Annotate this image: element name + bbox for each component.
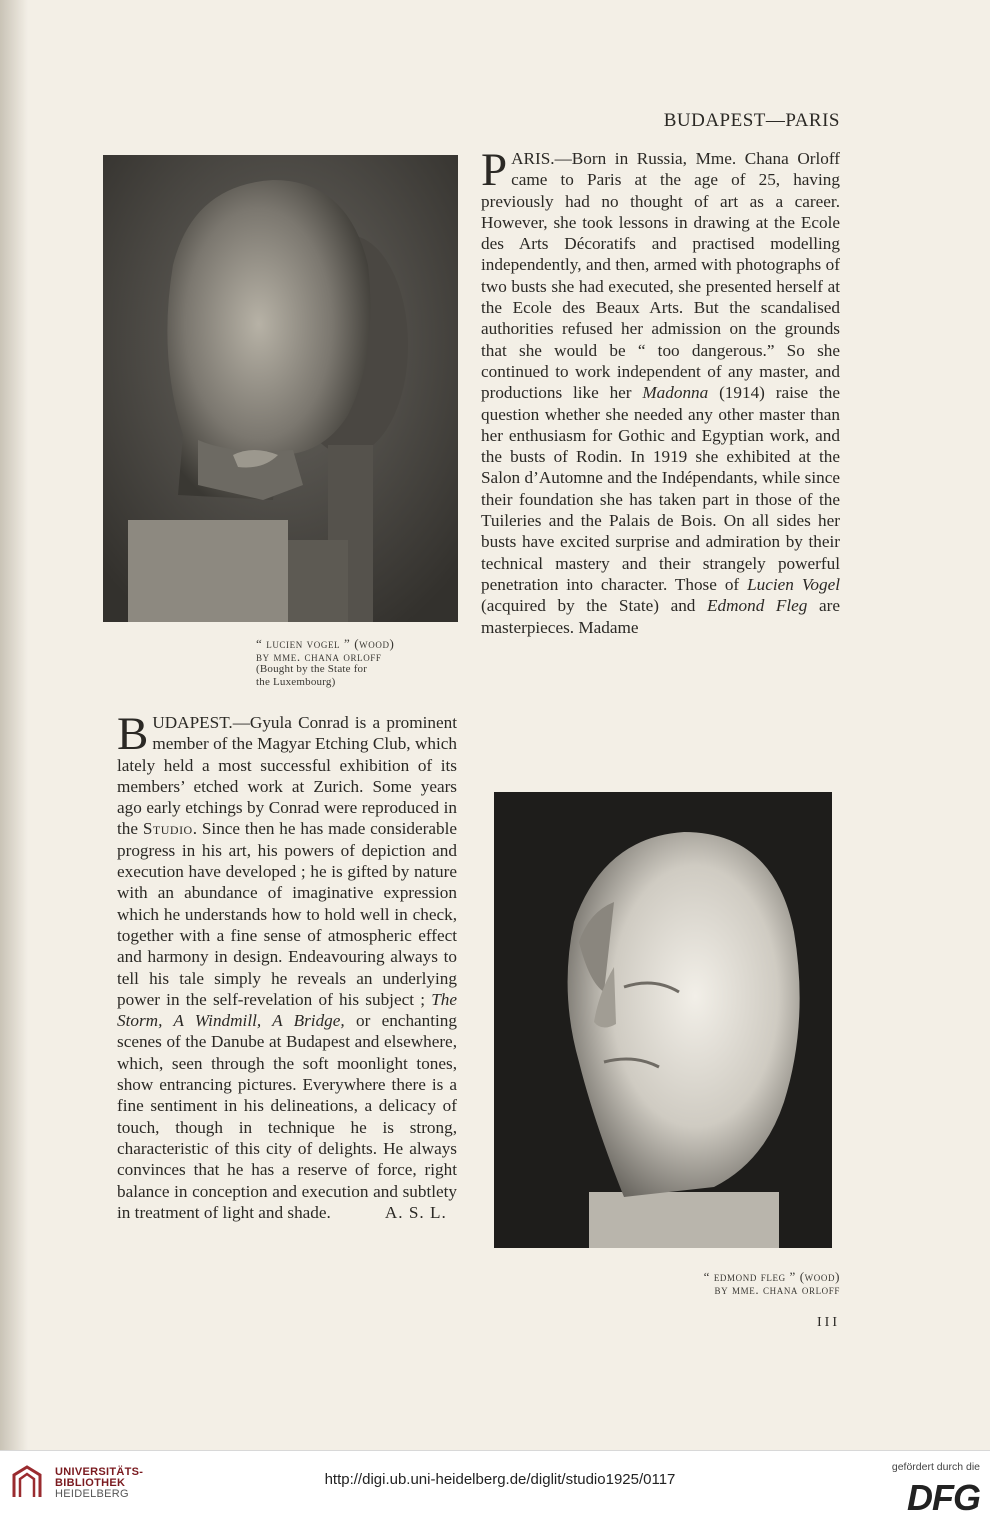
author-signature: A. S. L. bbox=[384, 1202, 447, 1222]
library-name-line-1: UNIVERSITÄTS- bbox=[55, 1466, 144, 1478]
page-number: III bbox=[817, 1315, 840, 1330]
lucien-vogel-bust-photo bbox=[103, 155, 458, 622]
edmond-fleg-bust-photo bbox=[494, 792, 832, 1248]
paris-article bbox=[481, 144, 840, 638]
vogel-caption-note-2: the Luxembourg) bbox=[256, 676, 336, 688]
fleg-caption-title: “ edmond fleg ” (wood) bbox=[703, 1269, 840, 1284]
library-name bbox=[55, 1467, 143, 1500]
paris-text-mid-2: (acquired by the State) and bbox=[481, 596, 708, 616]
library-name-line-2: BIBLIOTHEK bbox=[55, 1477, 126, 1489]
paris-dropcap: P bbox=[481, 144, 508, 196]
lucien-vogel-caption bbox=[256, 637, 466, 689]
paris-text-tail: are masterpieces. Madame bbox=[481, 596, 840, 637]
vogel-caption-title: “ lucien vogel ” (wood) bbox=[256, 636, 395, 651]
conrad-works-titles: The Storm, A Windmill, A Bridge, bbox=[117, 989, 457, 1031]
paris-text-mid-1: (1914) raise the question whether she needed any other master than her enthusiasm for Gothic and Egyptian work, and the busts of Rodin. In 1919 she exhibited at the Salon d’Automne and the Indépendants, while since their foundation she has taken part in those of the Tuileries and the Palais de Bois. On all sides her busts have excited surprise and admiration by their technical mastery and their strangely powerful penetration into character. Those of bbox=[481, 383, 840, 594]
library-name-line-3: HEIDELBERG bbox=[55, 1488, 129, 1500]
dfg-logo: DFG bbox=[907, 1477, 980, 1518]
budapest-article bbox=[117, 708, 458, 1223]
footer-bar bbox=[0, 1450, 990, 1524]
running-head: BUDAPEST—PARIS bbox=[663, 110, 840, 131]
lucien-vogel-title: Lucien Vogel bbox=[747, 574, 840, 594]
source-url[interactable]: http://digi.ub.uni-heidelberg.de/diglit/studio1925/0117 bbox=[324, 1471, 676, 1488]
studio-name: Studio bbox=[142, 819, 193, 839]
university-library-logo-icon bbox=[10, 1463, 44, 1501]
edmond-fleg-bust-image bbox=[494, 792, 832, 1248]
budapest-text-mid-1: . Since then he has made considerable progress in his art, his powers of depiction and execution have developed ; he is gifted by nature with an abundance of imaginative expression which he understands how to hold well in check, together with a fine sense of atmospheric effect and harmony in design. Endeavouring always to tell his tale simply he reveals an underlying power in the self-revelation of his subject ; bbox=[117, 819, 458, 1009]
budapest-text-lead: UDAPEST.—Gyula Conrad is a prominent member of the Magyar Etching Club, which lately held a most successful exhibition of its members’ etched work at Zurich. Some years ago early etchings by Conrad were reproduced in the bbox=[117, 713, 457, 839]
lucien-vogel-bust-image bbox=[103, 155, 458, 622]
vogel-caption-note-1: (Bought by the State for bbox=[256, 663, 368, 675]
funded-by-label: gefördert durch die bbox=[891, 1461, 980, 1473]
madonna-title: Madonna bbox=[642, 383, 709, 403]
vogel-caption-artist: by mme. chana orloff bbox=[256, 649, 382, 664]
paris-text-lead: ARIS.—Born in Russia, Mme. Chana Orloff came to Paris at the age of 25, having previously had no thought of art as a career. However, she took lessons in drawing at the Ecole des Arts Décoratifs and practised modelling independently, and then, armed with photographs of two busts she had executed, she presented herself at the Ecole des Beaux Arts. But the scandalised authorities refused her admission on the grounds that she would be “ too dangerous.” So she continued to work independent of any master, and productions like her bbox=[481, 149, 840, 403]
edmond-fleg-title: Edmond Fleg bbox=[707, 596, 808, 616]
edmond-fleg-caption bbox=[620, 1270, 840, 1296]
spine-shadow bbox=[0, 0, 28, 1450]
budapest-text-tail: or enchanting scenes of the Danube at Budapest and elsewhere, which, seen through the soft moonlight tones, show entrancing pictures. Everywhere there is a fine sentiment in his delineations, a delicacy of touch, though in technique he is strong, characteristic of this city of delights. He always convinces that he has a reserve of force, right balance in conception and execution and subtlety in treatment of light and shade. bbox=[117, 1011, 457, 1222]
fleg-caption-artist: by mme. chana orloff bbox=[714, 1282, 840, 1297]
budapest-dropcap: B bbox=[117, 708, 149, 760]
